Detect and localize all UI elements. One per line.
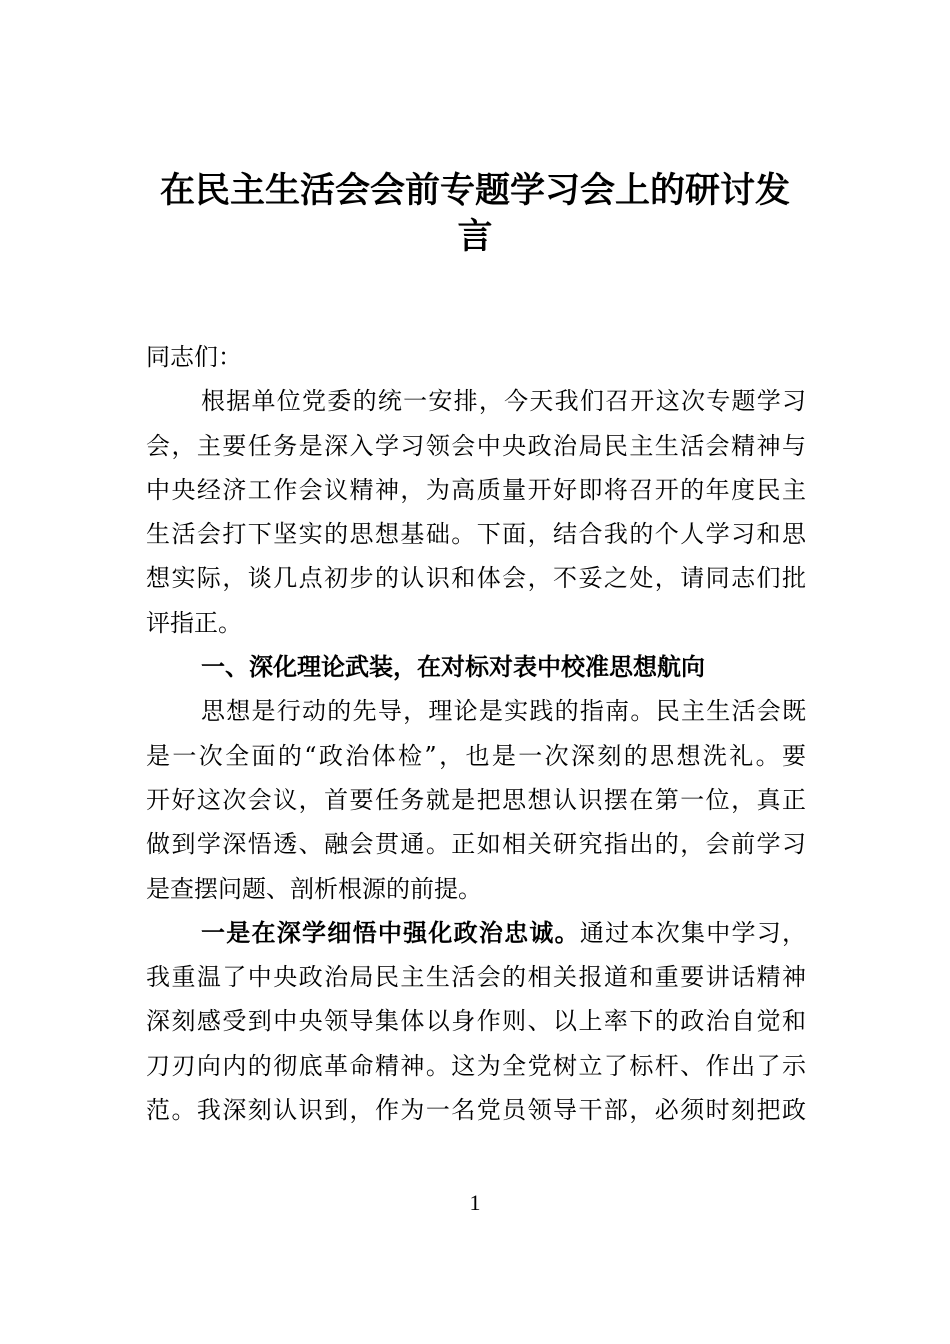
text-line: 想实际，谈几点初步的认识和体会，不妥之处，请同志们批 [146,564,806,593]
document-title [140,168,810,260]
text-line: 做到学深悟透、融会贯通。正如相关研究指出的，会前学习 [146,830,806,859]
text-line: 是查摆问题、剖析根源的前提。 [146,874,482,903]
text-line: 开好这次会议，首要任务就是把思想认识摆在第一位，真正 [146,785,806,814]
page-number: 1 [469,1190,481,1215]
text-line: 根据单位党委的统一安排，今天我们召开这次专题学习 [201,387,806,416]
salutation: 同志们： [146,343,242,371]
paragraph [146,689,806,910]
title-line: 在民主生活会会前专题学习会上的研讨发 [159,170,790,211]
text-line: 中央经济工作会议精神，为高质量开好即将召开的年度民主 [146,475,806,504]
bold-lead: 一是在深学细悟中强化政治忠诚。 [201,917,580,947]
text-line: 范。我深刻认识到，作为一名党员领导干部，必须时刻把政 [146,1096,806,1125]
text-line: 深刻感受到中央领导集体以身作则、以上率下的政治自觉和 [146,1007,806,1036]
title-line: 言 [457,216,493,257]
text-line: 会，主要任务是深入学习领会中央政治局民主生活会精神与 [146,431,806,460]
text-line: 一、深化理论武装，在对标对表中校准思想航向 [201,652,705,682]
text-line: 评指正。 [146,608,242,637]
document-body [146,335,806,1132]
text-line: 生活会打下坚实的思想基础。下面，结合我的个人学习和思 [146,520,806,549]
text-line: 是一次全面的“政治体检”，也是一次深刻的思想洗礼。要 [146,741,806,770]
section-heading [146,645,806,689]
line-text: 通过本次集中学习， [579,918,807,947]
paragraph [146,911,806,1132]
text-line [146,911,806,955]
text-line: 思想是行动的先导，理论是实践的指南。民主生活会既 [201,697,806,726]
paragraph [146,379,806,645]
text-line: 我重温了中央政治局民主生活会的相关报道和重要讲话精神 [146,963,806,992]
text-line: 刀刃向内的彻底革命精神。这为全党树立了标杆、作出了示 [146,1051,806,1080]
